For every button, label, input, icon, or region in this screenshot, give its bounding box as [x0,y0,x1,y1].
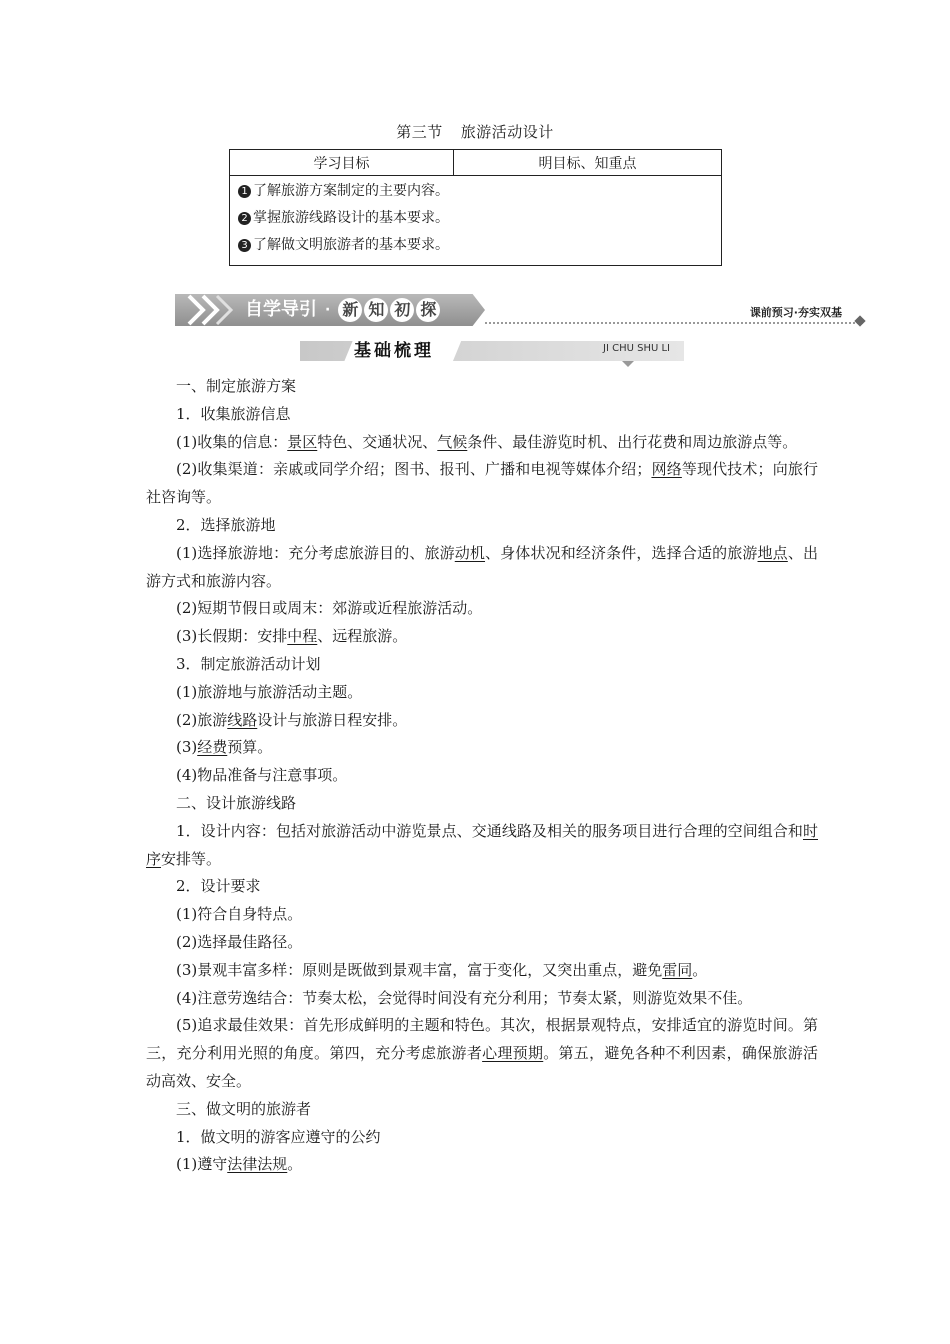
answer-blank: 经费 [197,738,228,757]
goal-text: 掌握旅游线路设计的基本要求。 [253,210,449,226]
paragraph: 1．设计内容：包括对旅游活动中游览景点、交通线路及相关的服务项目进行合理的空间组合和时序安排等。 [146,821,818,868]
paragraph: (2)旅游线路设计与旅游日程安排。 [176,710,408,729]
answer-blank: 法律法规 [227,1155,288,1174]
goal-text: 了解旅游方案制定的主要内容。 [253,183,449,199]
sub-banner-english: JI CHU SHU LI [603,343,670,354]
paragraph: (3)经费预算。 [176,738,273,757]
goals-header-left: 学习目标 [230,150,454,176]
answer-blank: 气候 [437,432,468,451]
goals-header-right: 明目标、知重点 [454,150,722,176]
section-banner [175,292,870,328]
answer-blank: 心理预期 [482,1044,544,1063]
answer-blank: 动机 [454,543,486,562]
page-title [0,121,950,142]
banner-char: 新 [338,298,362,322]
banner-char: 初 [390,298,414,322]
number-circle-icon: 1 [238,185,251,198]
paragraph: (1)遵守法律法规。 [176,1155,303,1174]
paragraph: (2)短期节假日或周末：郊游或近程旅游活动。 [176,599,483,618]
goal-item [238,205,715,232]
paragraph: (3)景观丰富多样：原则是既做到景观丰富，富于变化，又突出重点，避免雷同。 [176,960,708,979]
paragraph: (1)旅游地与旅游活动主题。 [176,682,363,701]
subsection-heading: 3．制定旅游活动计划 [176,654,321,673]
subsection-heading: 2．设计要求 [176,877,261,896]
banner-subtitle: 课前预习·夯实双基 [749,306,842,319]
paragraph: (2)收集渠道：亲戚或同学介绍；图书、报刊、广播和电视等媒体介绍；网络等现代技术；向旅行社咨询等。 [146,460,818,507]
goals-list [230,176,722,266]
banner-dotted-line [485,322,863,324]
banner-dot: · [325,302,331,318]
answer-blank: 网络 [651,460,682,479]
answer-blank: 地点 [757,543,788,562]
paragraph: (5)追求最佳效果：首先形成鲜明的主题和特色。其次，根据景观特点，安排适宜的游览时间。第三，充分利用光照的角度。第四，充分考虑旅游者心理预期。第五，避免各种不利因素，确保旅游活动高效、安全。 [146,1016,818,1090]
subsection-heading: 2．选择旅游地 [176,515,276,534]
section-heading: 一、制定旅游方案 [176,377,297,395]
subsection-heading: 1．收集旅游信息 [176,404,291,423]
paragraph: (4)注意劳逸结合：节奏太松，会觉得时间没有充分利用；节奏太紧，则游览效果不佳。 [176,988,753,1007]
double-chevron-icon [185,294,241,326]
triangle-down-icon [622,361,634,367]
banner-title-left: 自学导引 [245,299,317,320]
answer-blank: 景区 [287,432,318,451]
section-heading: 三、做文明的旅游者 [176,1099,312,1118]
sub-banner-label: 基础梳理 [354,341,434,361]
banner-char: 知 [364,298,388,322]
banner-title [245,296,442,324]
paragraph: (1)收集的信息：景区特色、交通状况、气候条件、最佳游览时机、出行花费和周边旅游点等。 [176,432,798,451]
number-circle-icon: 3 [238,239,251,252]
answer-blank: 雷同 [662,960,693,979]
subsection-heading: 1．做文明的游客应遵守的公约 [176,1127,381,1146]
number-circle-icon: 2 [238,212,251,225]
diamond-icon [854,315,865,326]
learning-goals-table [229,149,722,266]
sub-banner [300,339,684,367]
paragraph: (3)长假期：安排中程、远程旅游。 [176,627,408,646]
paragraph: (1)符合自身特点。 [176,905,303,924]
goal-item [238,232,715,259]
paragraph: (2)选择最佳路径。 [176,932,303,951]
paragraph: (1)选择旅游地：充分考虑旅游目的、旅游动机、身体状况和经济条件，选择合适的旅游地点、出游方式和旅游内容。 [146,543,818,590]
answer-blank: 中程 [287,627,318,646]
goal-text: 了解做文明旅游者的基本要求。 [253,237,449,253]
paragraph: (4)物品准备与注意事项。 [176,766,348,785]
answer-blank: 线路 [227,710,258,729]
section-heading: 二、设计旅游线路 [176,793,297,812]
goal-item [238,178,715,205]
banner-char: 探 [416,298,440,322]
section-name: 旅游活动设计 [460,123,554,141]
answer-blank: 时序 [146,821,818,868]
section-number: 第三节 [396,123,443,141]
main-content [146,373,818,1179]
